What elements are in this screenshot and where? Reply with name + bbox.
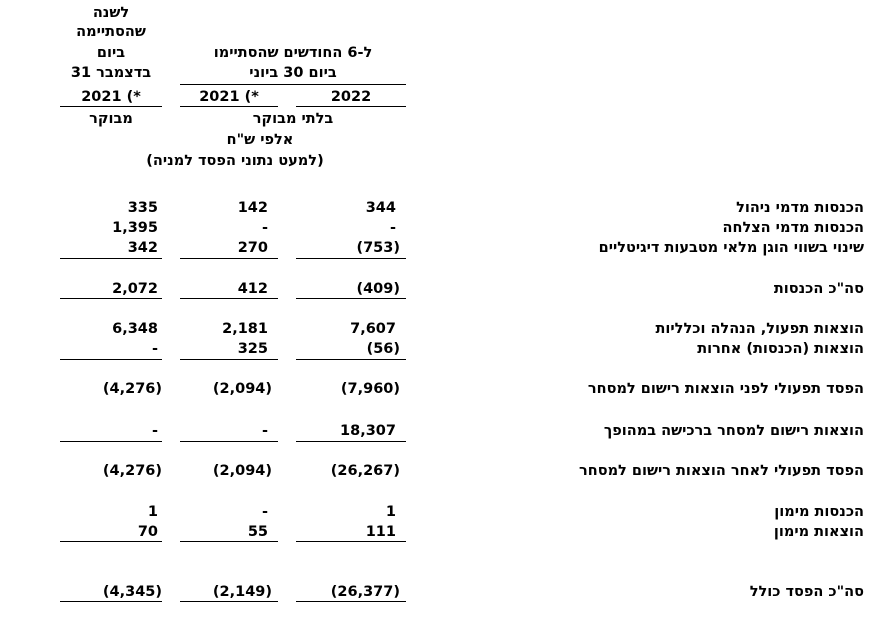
six-months-header-line-2: ביום 30 ביוני [249,65,337,81]
cell-2022: 111 [365,524,396,540]
year-col-header-line-1: לשנה [92,5,130,21]
currency-label: אלפי ש"ח [226,132,294,148]
cell-2021-half: - [261,220,268,236]
row-label: הכנסות מדמי הצלחה [722,220,864,236]
subtotal-rule [180,541,278,542]
cell-2021-year: 335 [127,200,158,216]
year-col-rule [60,106,162,107]
row-label: הכנסות מדמי ניהול [736,200,864,216]
six-months-header-rule [180,84,406,85]
cell-2021-half: 325 [237,341,268,357]
cell-2022: - [389,220,396,236]
cell-2021-half: 55 [247,524,268,540]
cell-2021-half: - [261,504,268,520]
year-col-2021-label: 2021 (* [81,89,141,105]
row-label: הוצאות (הכנסות) אחרות [697,341,864,357]
grand-total-rule [60,601,162,602]
cell-2022: (753) [356,240,400,256]
subtotal-rule [60,258,162,259]
cell-2022: (409) [356,281,400,297]
cell-2022: (26,267) [330,463,400,479]
row-label: סה"כ הכנסות [773,281,864,297]
six-months-2022-label: 2022 [330,89,372,105]
cell-2021-year: 6,348 [112,321,158,337]
six-months-2022-rule [296,106,406,107]
subtotal-rule [60,541,162,542]
cell-2022: (26,377) [330,584,400,600]
row-label: הוצאות תפעול, הנהלה וכלליות [655,321,864,337]
cell-2021-year: (4,276) [102,463,162,479]
six-months-2021-rule [180,106,278,107]
year-col-header-line-4: 31 בדצמבר [70,65,152,81]
total-rule [296,298,406,299]
cell-2022: 344 [365,200,396,216]
row-label: הוצאות מימון [773,524,864,540]
year-col-header-line-2: שהסתיימה [76,24,146,40]
six-months-audit-label: בלתי מבוקר [252,111,334,127]
subtotal-rule [60,359,162,360]
cell-2021-half: (2,094) [212,463,272,479]
row-label: שינוי בשווי הוגן מלאי מטבעות דיגיטליים [598,240,864,256]
subtotal-rule [296,258,406,259]
cell-2022: 7,607 [350,321,396,337]
row-label: הוצאות רישום למסחר ברכישה במהופך [603,423,864,439]
cell-2021-year: 2,072 [112,281,158,297]
subtotal-rule [180,258,278,259]
cell-2021-year: (4,276) [102,381,162,397]
cell-2021-year: 70 [137,524,158,540]
cell-2021-year: 1,395 [112,220,158,236]
cell-2021-year: - [151,423,158,439]
cell-2021-year: - [151,341,158,357]
cell-2021-year: 342 [127,240,158,256]
row-label: סה"כ הפסד כולל [749,584,864,600]
row-label: הפסד תפעולי לפני הוצאות רישום למסחר [587,381,864,397]
cell-2022: (56) [366,341,400,357]
units-note: (למעט נתוני הפסד למניה) [146,153,324,169]
year-col-header-line-3: ביום [96,45,126,61]
cell-2021-half: (2,149) [212,584,272,600]
total-rule [180,298,278,299]
six-months-2021-label: 2021 (* [199,89,259,105]
row-label: הפסד תפעולי לאחר הוצאות רישום למסחר [579,463,864,479]
subtotal-rule [180,441,278,442]
cell-2021-year: (4,345) [102,584,162,600]
total-rule [60,298,162,299]
subtotal-rule [296,541,406,542]
row-label: הכנסות מימון [774,504,864,520]
cell-2021-half: 270 [237,240,268,256]
cell-2021-half: - [261,423,268,439]
cell-2021-half: (2,094) [212,381,272,397]
cell-2022: (7,960) [340,381,400,397]
subtotal-rule [180,359,278,360]
subtotal-rule [296,441,406,442]
subtotal-rule [296,359,406,360]
grand-total-rule [296,601,406,602]
cell-2021-half: 2,181 [222,321,268,337]
subtotal-rule [60,441,162,442]
six-months-header-line-1: ל-6 החודשים שהסתיימו [213,45,373,61]
year-col-audit-label: מבוקר [89,111,133,127]
cell-2021-half: 142 [237,200,268,216]
cell-2022: 1 [385,504,396,520]
grand-total-rule [180,601,278,602]
cell-2022: 18,307 [340,423,396,439]
cell-2021-half: 412 [237,281,268,297]
cell-2021-year: 1 [147,504,158,520]
